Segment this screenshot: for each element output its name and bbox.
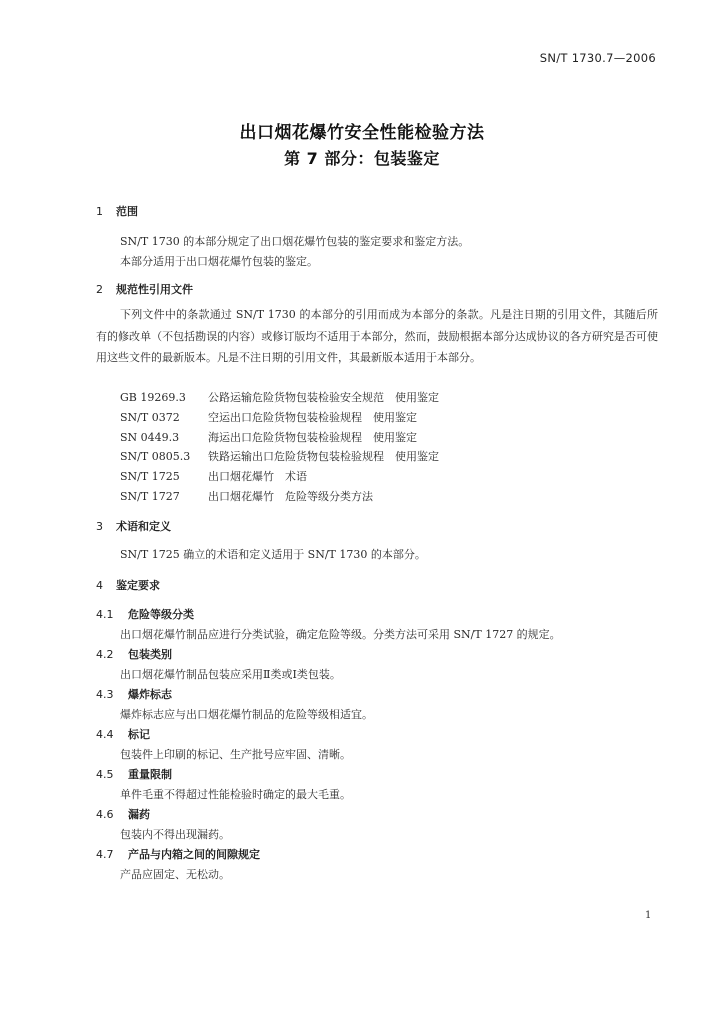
reference-code: SN/T 0805.3 xyxy=(120,450,191,463)
subsection-title: 重量限制 xyxy=(128,768,172,781)
subsection-number: 4.5 xyxy=(96,768,114,781)
reference-item xyxy=(120,389,439,405)
reference-title: 公路运输危险货物包装检验安全规范 使用鉴定 xyxy=(208,391,439,404)
reference-title: 铁路运输出口危险货物包装检验规程 使用鉴定 xyxy=(208,450,439,463)
section-title: 鉴定要求 xyxy=(116,579,160,592)
subsection-number: 4.6 xyxy=(96,808,114,821)
paragraph: 包装内不得出现漏药。 xyxy=(120,828,230,841)
subsection-heading xyxy=(96,766,172,782)
reference-item xyxy=(120,468,307,484)
paragraph: 产品应固定、无松动。 xyxy=(120,868,230,881)
subsection-title: 危险等级分类 xyxy=(128,608,194,621)
subsection-heading xyxy=(96,646,172,662)
paragraph: 出口烟花爆竹制品包装应采用Ⅱ类或Ⅰ类包装。 xyxy=(120,668,341,681)
reference-code: GB 19269.3 xyxy=(120,391,186,404)
subsection-number: 4.1 xyxy=(96,608,114,621)
reference-code: SN/T 1725 xyxy=(120,470,180,483)
subsection-number: 4.7 xyxy=(96,848,114,861)
subsection-heading xyxy=(96,806,150,822)
reference-title: 空运出口危险货物包装检验规程 使用鉴定 xyxy=(208,411,417,424)
paragraph: SN/T 1730 的本部分规定了出口烟花爆竹包装的鉴定要求和鉴定方法。 xyxy=(120,235,470,248)
section-heading-requirements xyxy=(96,577,160,593)
reference-item xyxy=(120,429,417,445)
subsection-heading xyxy=(96,686,172,702)
section-number: 3 xyxy=(96,520,103,533)
subsection-heading xyxy=(96,726,150,742)
section-number: 4 xyxy=(96,579,103,592)
reference-item xyxy=(120,448,439,464)
section-title: 范围 xyxy=(116,205,138,218)
subsection-heading xyxy=(96,846,260,862)
section-title: 规范性引用文件 xyxy=(116,283,193,296)
paragraph: 下列文件中的条款通过 SN/T 1730 的本部分的引用而成为本部分的条款。凡是注日期的引用文件，其随后所有的修改单（不包括勘误的内容）或修订版均不适用于本部分，然而，鼓励根据本部分达成协议的各方研究是否可使用这些文件的最新版本。凡是不注日期的引用文件，其最新版本适用于本部分。 xyxy=(96,308,658,365)
paragraph: 单件毛重不得超过性能检验时确定的最大毛重。 xyxy=(120,788,351,801)
subsection-title: 漏药 xyxy=(128,808,150,821)
document-subtitle: 第 7 部分：包装鉴定 xyxy=(284,149,440,168)
section-heading-normative-references xyxy=(96,281,193,297)
reference-item xyxy=(120,488,373,504)
reference-code: SN/T 1727 xyxy=(120,490,180,503)
subsection-title: 产品与内箱之间的间隙规定 xyxy=(128,848,260,861)
section-heading-terms xyxy=(96,518,171,534)
reference-code: SN 0449.3 xyxy=(120,431,180,444)
section-title: 术语和定义 xyxy=(116,520,171,533)
subsection-title: 标记 xyxy=(128,728,150,741)
paragraph: 出口烟花爆竹制品应进行分类试验，确定危险等级。分类方法可采用 SN/T 1727 的规定。 xyxy=(120,628,561,641)
section-heading-scope xyxy=(96,203,138,219)
subsection-heading xyxy=(96,606,194,622)
section-number: 2 xyxy=(96,283,103,296)
reference-title: 出口烟花爆竹 术语 xyxy=(208,470,307,483)
subsection-number: 4.2 xyxy=(96,648,114,661)
page-number: 1 xyxy=(645,910,652,921)
section-number: 1 xyxy=(96,205,103,218)
paragraph: SN/T 1725 确立的术语和定义适用于 SN/T 1730 的本部分。 xyxy=(120,548,426,561)
paragraph: 本部分适用于出口烟花爆竹包装的鉴定。 xyxy=(120,255,318,268)
subsection-number: 4.3 xyxy=(96,688,114,701)
document-title: 出口烟花爆竹安全性能检验方法 xyxy=(239,123,485,143)
standard-code: SN/T 1730.7—2006 xyxy=(539,51,656,65)
reference-title: 海运出口危险货物包装检验规程 使用鉴定 xyxy=(208,431,417,444)
reference-title: 出口烟花爆竹 危险等级分类方法 xyxy=(208,490,373,503)
reference-code: SN/T 0372 xyxy=(120,411,180,424)
subsection-title: 包装类别 xyxy=(128,648,172,661)
subsection-title: 爆炸标志 xyxy=(128,688,172,701)
paragraph: 爆炸标志应与出口烟花爆竹制品的危险等级相适宜。 xyxy=(120,708,373,721)
paragraph: 包装件上印刷的标记、生产批号应牢固、清晰。 xyxy=(120,748,351,761)
reference-item xyxy=(120,409,417,425)
subsection-number: 4.4 xyxy=(96,728,114,741)
